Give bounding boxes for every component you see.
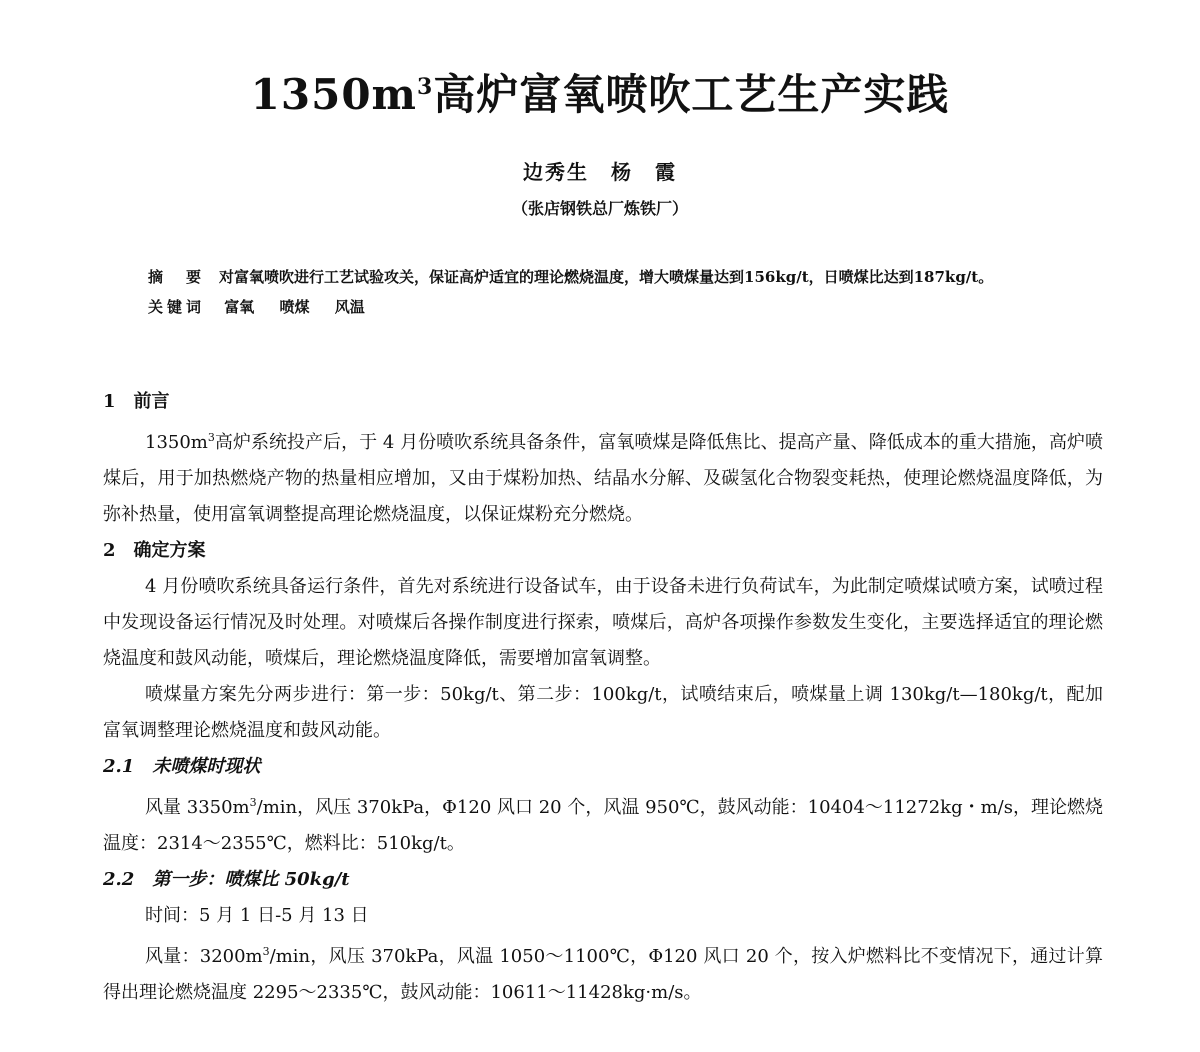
authors: 边秀生 杨 霞 [523,160,677,184]
subsection-heading: 2.1 未喷煤时现状 [103,756,261,777]
paragraph: 喷煤量方案先分两步进行：第一步：50kg/t、第二步：100kg/t，试喷结束后，喷煤量上调 130kg/t—180kg/t，配加富氧调整理论燃烧温度和鼓风动能。 [103,684,1103,741]
paragraph [103,785,1103,862]
keyword: 喷煤 [279,298,310,316]
keyword: 风温 [334,298,365,316]
abstract-paragraph [148,262,1078,292]
abstract-block [148,262,1078,322]
subsection-heading: 2.2 第一步：喷煤比 50kg/t [103,869,350,890]
paragraph-superscript: 3 [262,945,270,958]
paragraph-prefix: 1350m [145,432,208,453]
keywords-line [148,292,1078,322]
title-text: 高炉富氧喷吹工艺生产实践 [433,70,950,119]
keyword: 富氧 [224,298,255,316]
paragraph-text-a: 风量 3350m [145,797,250,818]
paragraph-text-b: /min，风压 370kPa，Φ120 风口 20 个，风温 950℃，鼓风动能：10404～11272kg・m/s，理论燃烧温度：2314～2355℃，燃料比：510kg/t。 [103,797,1104,854]
title-superscript: 3 [417,74,434,100]
page-title [0,62,1200,122]
paragraph-text-a: 风量：3200m [145,946,263,967]
keywords-label: 关键词 [148,298,206,316]
section-heading: 1 前言 [103,391,170,412]
paragraph-text-b: /min，风压 370kPa，风温 1050～1100℃，Φ120 风口 20 个，按入炉燃料比不变情况下，通过计算得出理论燃烧温度 2295～2335℃，鼓风动能：10611～11428kg·m/s。 [103,946,1103,1003]
abstract-label: 摘 要 [148,268,206,286]
paragraph-superscript: 3 [249,796,257,809]
paragraph-superscript: 3 [207,431,215,444]
affiliation: （张店钢铁总厂炼铁厂） [511,199,688,218]
paragraph [103,934,1103,1011]
title-prefix: 1350m [250,70,417,119]
section-heading: 2 确定方案 [103,540,206,561]
paragraph: 时间：5 月 1 日-5 月 13 日 [145,905,369,926]
abstract-text: 对富氧喷吹进行工艺试验攻关，保证高炉适宜的理论燃烧温度，增大喷煤量达到156kg/t，日喷煤比达到187kg/t。 [219,268,994,286]
body-text [103,384,1103,1011]
paragraph: 4 月份喷吹系统具备运行条件，首先对系统进行设备试车，由于设备未进行负荷试车，为此制定喷煤试喷方案，试喷过程中发现设备运行情况及时处理。对喷煤后各操作制度进行探索，喷煤后，高炉各项操作参数发生变化，主要选择适宜的理论燃烧温度和鼓风动能，喷煤后，理论燃烧温度降低，需要增加富氧调整。 [103,576,1103,669]
paragraph [103,420,1103,533]
paragraph-text: 高炉系统投产后，于 4 月份喷吹系统具备条件，富氧喷煤是降低焦比、提高产量、降低成本的重大措施，高炉喷煤后，用于加热燃烧产物的热量相应增加，又由于煤粉加热、结晶水分解、及碳氢化合物裂变耗热，使理论燃烧温度降低，为弥补热量，使用富氧调整提高理论燃烧温度，以保证煤粉充分燃烧。 [103,432,1103,525]
